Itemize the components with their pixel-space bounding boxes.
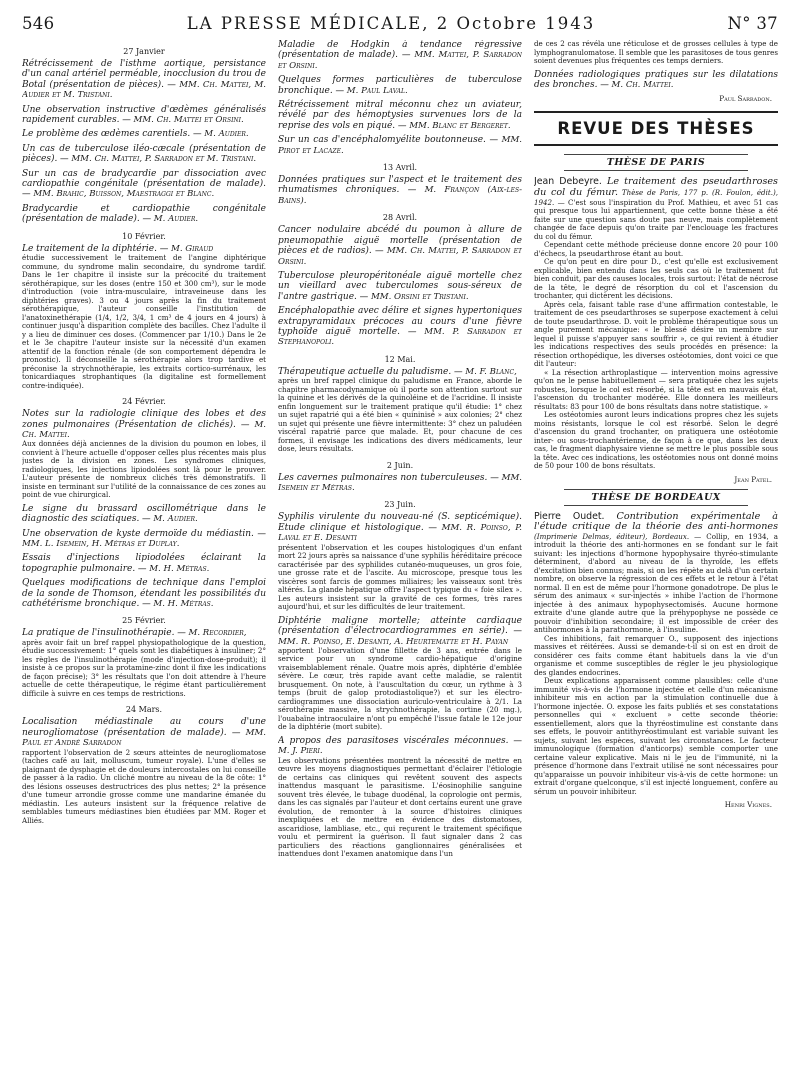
thesis-reference: Thèse de Paris, 177 p. (R. Foulon, édit.), 1942.: [534, 187, 778, 207]
communication: [278, 367, 522, 454]
author-signature: Jean Patel.: [734, 474, 772, 484]
communication-body: rapportent l'observation de 2 sœurs atteintes de neurogliomatose (taches café au lait, molluscum, tumeur royale). L'une d'elles se plaignant de dysphagie et de douleurs intercostales on lui conseille de passer à la radio. Un cliché montre au niveau de la 8e côte: 1° des lésions osseuses destructrices des plus nettes; 2° la présence d'une tumeur arrondie grosse comme une mandarine émanée du médiastin. Les auteurs insistent sur la fréquence relative de semblables tumeurs médiastines bien étudiées par MM. Roger et Alliés.: [22, 747, 266, 825]
communication: [22, 144, 266, 165]
issue-number: N° 37: [727, 14, 778, 33]
communication: [278, 736, 522, 859]
communication: [278, 100, 522, 131]
author-signature: Henri Vignes.: [724, 800, 772, 810]
communication-body: Aux données déjà anciennes de la division du poumon en lobes, il convient à l'heure actuelle d'opposer celles plus récentes mais plus justes de la division en zones. Les syndromes cliniques, radiologiques, les injections lipiodolées sont là pour le prouver. L'auteur présente de nombreux clichés très démonstratifs. Il insiste en terminant sur l'utilité de la connaissance de ces zones au point de vue chirurgical.: [22, 439, 266, 500]
communication-title: Diphtérie maligne mortelle; atteinte cardiaque (présentation d'électrocardiogrammes en série). — MM. R. Poinso, E. Desanti, A. Heurtematte et H. Payan: [278, 615, 522, 647]
page-header: [22, 14, 778, 40]
communication-body: après avoir fait un bref rappel physiopathologique de la question, étudie successivement: 1° quels sont les diabétiques à insuliner; 2° les règles de l'insulinothérapie (mode d'injection-dose-produit); il insiste à ce propos sur la protamine-zinc dont il fixe les indications de façon précise); 3° les résultats que l'on doit attendre à l'heure actuelle de cette thérapeutique, le régime étant particulièrement difficile à suivre en ces temps de restrictions.: [22, 637, 266, 698]
communication-title: Sur un cas de bradycardie par dissociation avec cardiopathie congénitale (présentation de malade). — MM. Brahic, Buisson, Maestraggi et Blanc.: [22, 168, 266, 200]
thesis-section-heading: THÈSE DE PARIS: [564, 154, 748, 171]
communication: [278, 225, 522, 267]
communication: [22, 578, 266, 609]
communication-continuation: de ces 2 cas révéla une réticulose et de grosses cellules à type de lymphogranulomatose. Il semble que les parasitoses de tous genres soient devenues plus fréquentes ces temps derniers.: [534, 40, 778, 65]
communication: [278, 473, 522, 494]
communication: [278, 306, 522, 348]
communication: [22, 105, 266, 126]
session-date: 13 Avril.: [382, 163, 418, 173]
thesis-review: Pierre Oudet. Contribution expérimentale à l'étude critique de la théorie des anti-hormones (Imprimerie Delmas, éditeur), Bordeaux. — Collip, en 1934, a introduit la théorie des anti-hormones en se fondant sur le fait suivant: les injections d'hormone hypophysaire thyréo-stimulante déterminent, d'abord au niveau de la thyroïde, les effets d'excitation bien connus; mais, si on les répète au delà d'un certain nombre, on observe la régression de ces effets et le retour à l'état normal. Il en est de même pour l'hormone gonadotrope. De plus le sérum des animaux « sur-injectés » inhibe l'action de l'hormone injectée à des animaux hypophysectomisés. Aucune hormone extraite d'une glande autre que la préhypophyse ne possède ce pouvoir d'inhibition secondaire; il est impossible de créer des antihormones à la parathormone, à l'insuline. Ces inhibitions, fait remarquer O., supposent des injections massives et réitérées. Aussi se demande-t-il si on est en droit de considérer ces faits comme étant habituels dans la vie d'un organisme et comme susceptibles de régler le jeu physiologique des glandes endocrines. Deux explications apparaissent comme plausibles: celle d'une immunité vis-à-vis de l'hormone injectée et celle d'un mécanisme inhibiteur mis en action par la stimulation continuelle due à l'hormone injectée. O. expose les faits publiés et ses constatations personnelles qui « excluent » cette seconde théorie: essentiellement, alors que la thyréostimuline est constante dans ses effets, le pouvoir antithyréostimulant est variable suivant les sujets, suivant les espèces, suivant les circonstances. Le facteur immunologique (formation d'anticorps) semble comporter une certaine valeur explicative. Mais ni le jeu de l'immunité, ni la présence d'hormone dans l'extrait utilisé ne sont nécessaires pour qu'apparaisse un pouvoir inhibiteur vis-à-vis de cette hormone: un extrait d'organe quelconque, s'il est injecté longuement, confère au sérum un pouvoir inhibiteur.: [534, 510, 778, 796]
communication: [22, 244, 266, 390]
session-date: 10 Février.: [122, 231, 166, 241]
thesis-review: Jean Debeyre. Le traitement des pseudarthroses du col du fémur. Thèse de Paris, 177 p. (R. Foulon, édit.), 1942. — C'est sous l'inspiration du Prof. Mathieu, et avec 51 cas qui presque tous lui appartiennent, que cette bonne thèse a été faite sur une question sans doute pas neuve, mais complètement changée de face depuis qu'on traite par l'enclouage les fractures du col du fémur. Cependant cette méthode précieuse donne encore 20 pour 100 d'échecs, la pseudarthrose étant au bout. Ce qu'on peut en dire pour D., c'est qu'elle est exclusivement explicable, bien entendu dans les seuls cas où le traitement fut bien conduit, par des causes locales, trois surtout: l'état de nécrose de la tête, le degré de résorption du col et l'ascension du trochanter, qui dictèrent les décisions. Après cela, faisant table rase d'une affirmation contestable, le traitement de ces pseudarthroses se superpose exactement à celui de toute pseudarthrose. D. voit le problème thérapeutique sous un angle purement mécanique: « le blessé désire un membre sur lequel il puisse s'appuyer sans souffrir », ce qui revient à étudier les indications respectives des seuls procédés en présence: la résection orthopédique, les diverses ostéotomies, dont voici ce que dit l'auteur: « La résection arthroplastique — intervention moins agressive qu'on ne le pense habituellement — sera pratiquée chez les sujets robustes, lorsque le col est résorbé, si la tête est en mauvais état, l'ascension du trochanter modérée. Elle donnera les meilleurs résultats: 83 pour 100 de bons résultats dans notre statistique. » Les ostéotomies auront leurs indications propres chez les sujets moins résistants, lorsque le col est résorbé. Selon le degré d'ascension du grand trochanter, on pratiquera une ostéotomie inter- ou sous-trochantérienne, de façon à ce que, dans les deux cas, le fragment diaphysaire vienne se mettre le plus possible sous la tête. Avec ces indications, les ostéotomies nous ont donné moins de 50 pour 100 de bons résultats.: [534, 176, 778, 470]
communication: [278, 271, 522, 302]
communication-title: Cancer nodulaire abcédé du poumon à allure de pneumopathie aiguë mortelle (présentation de pièces et de radios). — MM. Ch. Mattei, P. Sarradon et Orsini.: [278, 225, 522, 267]
communication: [534, 70, 778, 91]
communication-title: Notes sur la radiologie clinique des lobes et des zones pulmonaires (Présentation de clichés). — M. Ch. Mattei.: [22, 409, 266, 440]
communication: [22, 169, 266, 200]
communication-title: Localisation médiastinale au cours d'une neurogliomatose (présentation de malade). — MM. Paul et André Sarradon: [22, 717, 266, 749]
communication-title: Tuberculose pleuropéritonéale aiguë mortelle chez un vieillard avec tuberculomes sous-séreux de l'antre gastrique. — MM. Orsini et Tristani.: [278, 270, 522, 302]
column-left: [22, 40, 266, 1075]
communication: [278, 512, 522, 611]
communication: [22, 553, 266, 574]
communication: [278, 616, 522, 732]
communication: [278, 135, 522, 156]
communication-title: Le problème des œdèmes carentiels. — M. Audier.: [22, 129, 249, 140]
communication: [22, 204, 266, 225]
communication-title: Le signe du brassard oscillométrique dans le diagnostic des sciatiques. — M. Audier.: [22, 503, 266, 525]
communication-title: Rétrécissement de l'isthme aortique, persistance d'un canal artériel perméable, inocclusion du trou de Botal (présentation de pièces). — MM. Ch. Mattei, M. Audier et M. Tristani.: [22, 59, 266, 101]
thesis-author: Pierre Oudet.: [534, 510, 605, 522]
communication-title: La pratique de l'insulinothérapie. — M. Recordier,: [22, 628, 247, 639]
communication-title: Maladie de Hodgkin à tendance régressive (présentation de malade). — MM. Mattei, P. Sarradon et Orsini.: [278, 40, 522, 71]
communication-title: Une observation instructive d'œdèmes généralisés rapidement curables. — MM. Ch. Mattei et Orsini.: [22, 104, 266, 126]
section-banner: REVUE DES THÈSES: [534, 111, 778, 146]
communication: [22, 628, 266, 698]
communication-title: Les cavernes pulmonaires non tuberculeuses. — MM. Isemein et Métras.: [278, 472, 522, 494]
communication: [22, 409, 266, 500]
communication-title: Bradycardie et cardiopathie congénitale (présentation de malade). — M. Audier.: [22, 203, 266, 225]
session-date: 23 Juin.: [384, 500, 416, 510]
page-number: 546: [22, 14, 55, 33]
journal-title: LA PRESSE MÉDICALE, 2 Octobre 1943: [186, 14, 596, 33]
communication-body: présentent l'observation et les coupes histologiques d'un enfant mort 22 jours après sa naissance d'une syphilis héréditaire précoce caractérisée par des syphilides cutanéo-muqueuses, un gros foie, une grosse rate et de l'ascite. Au microscope, presque tous les viscères sont farcis de gommes miliaires; les vaisseaux sont très altérés. La glande hépatique offre l'aspect typique du « foie silex ». Les auteurs insistent sur la gravité de ces formes, très rares aujourd'hui, et sur les difficultés de leur traitement.: [278, 542, 522, 612]
session-date: 27 Janvier: [123, 47, 165, 56]
communication-body: Les observations présentées montrent la nécessité de mettre en œuvre les moyens diagnostiques permettant d'éclairer l'étiologie de certains cas cliniques qui revêtent souvent des aspects inattendus masquant le parasitisme. L'éosinophilie sanguine souvent très élevée, le tubage duodénal, la coprologie ont permis, dans les cas signalés par l'auteur et dont certains eurent une grave évolution, de remonter à la source d'histoires cliniques inexpliquées et de mettre en évidence des distomatoses, ascaridiose, lambliase, etc., qui reçurent le traitement spécifique voulu et permirent la guérison. Il faut signaler dans 2 cas particuliers des réactions ganglionnaires généralisées et inattendues dont l'examen anatomique dans l'un: [278, 755, 522, 859]
session-date: 28 Avril.: [382, 213, 418, 223]
communication-title: Quelques modifications de technique dans l'emploi de la sonde de Thomson, étendant les possibilités du cathétérisme bronchique. — M. H. Métras.: [22, 578, 266, 610]
session-date: 24 Février.: [122, 397, 166, 407]
thesis-section-heading: THÈSE DE BORDEAUX: [564, 489, 748, 506]
communication-title: Thérapeutique actuelle du paludisme. — M. F. Blanc,: [278, 366, 517, 377]
session-date: 24 Mars.: [125, 705, 163, 715]
communication: [278, 175, 522, 206]
communication: [278, 40, 522, 71]
communication-title: Quelques formes particulières de tuberculose bronchique. — M. Paul Laval.: [278, 75, 522, 96]
column-right: [534, 40, 778, 1075]
thesis-title: Le traitement des pseudarthroses du col du fémur.: [534, 176, 778, 198]
communication-title: Syphilis virulente du nouveau-né (S. septicémique). Etude clinique et histologique. — MM. R. Poinso, P. Laval et E. Desanti: [278, 512, 522, 544]
thesis-title: Contribution expérimentale à l'étude critique de la théorie des anti-hormones: [534, 510, 778, 533]
communication-title: Une observation de kyste dermoïde du médiastin. — MM. L. Isemein, H. Métras et Duplay.: [22, 528, 266, 550]
communication-body: apportent l'observation d'une fillette de 3 ans, entrée dans le service pour un syndrome cardio-hépatique d'origine vraisemblablement rénale. Quatre mois après, diphtérie d'emblée sévère. Le cœur, très rapide avant cette maladie, se ralentit brusquement. On note, à l'auscultation du cœur, un rythme à 3 temps (bruit de galop protodiastolique?) et sur les électro-cardiogrammes une dissociation auriculo-ventriculaire à 2/1. La sérothérapie massive, la strychnothérapie, la cortine (20 mg.), l'ouabaïne intraoculaire n'ont pu empêché l'issue fatale le 12e jour de la diphtérie (mort subite).: [278, 645, 522, 732]
communication: [22, 59, 266, 101]
communication: [278, 75, 522, 96]
session-date: 2 Juin.: [386, 460, 414, 470]
communication: [22, 504, 266, 525]
session-date: 12 Mai.: [384, 354, 416, 364]
communication-title: Un cas de tuberculose iléo-cæcale (présentation de pièces). — MM. Ch. Mattei, P. Sarradon et M. Tristani.: [22, 143, 266, 165]
communication: [22, 529, 266, 550]
communication: [22, 717, 266, 825]
author-signature: Paul Sarradon.: [719, 94, 772, 104]
communication-title: A propos des parasitoses viscérales méconnues. — M. J. Pieri.: [278, 735, 522, 757]
communication-title: Rétrécissement mitral méconnu chez un aviateur, révélé par des hémoptysies survenues lors de la reprise des vols en piqué. — MM. Blanc et Bergeret.: [278, 100, 522, 131]
communication-body: après un bref rappel clinique du paludisme en France, aborde le chapitre pharmacodynamique où il porte son attention surtout sur la quinine et les dérivés de la quinoléine et de l'acridine. Il insiste enfin longuement sur le traitement pratique qu'il étudie: 1° chez un sujet rapatrié qui a été bien « quininisé » aux colonies; 2° chez un sujet qui présente une fièvre intermittente: 3° chez un paludéen viscéral rapatrié parce que malade. Et, pour chacune de ces formes, il envisage les indications des divers médicaments, leur dose, leurs résultats.: [278, 376, 522, 454]
communication-body: étudie successivement le traitement de l'angine diphtérique commune, du syndrome malin secondaire, du syndrome tardif. Dans le 1er chapitre il insiste sur la précocité du traitement sérothérapique, sur les doses (entre 150 et 300 cm³), sur le mode d'introduction (voie intra-musculaire, intraveineuse dans les diphtéries graves). 3 ou 4 jours après la fin du traitement sérothérapique, l'auteur conseille l'institution de l'anatoxinethérapie (1/4, 1/2, 3/4, 1 cm³ de 4 jours en 4 jours) à continuer jusqu'à disparition complète des bacilles. Chez l'adulte il y a lieu de diminuer ces doses. (Commencer par 1/10.) Dans le 2e et le 3e chapitre l'auteur insiste sur la nécessité d'un examen attentif de la fonction rénale (de son comportement dépendra le pronostic). Il déconseille la sérothérapie alors trop tardive et préconise la strychnothérapie, les extraits cortico-surrénaux, les tonicardiaques strophantiques (la digitaline est formellement contre-indiquée).: [22, 253, 266, 390]
communication: [22, 129, 266, 139]
communication-title: Encéphalopathie avec délire et signes hypertoniques extrapyramidaux précoces au cours d'une fièvre typhoïde aiguë mortelle. — MM. P. Sarradon et Stephanopoli.: [278, 306, 522, 348]
communication-title: Essais d'injections lipiodolées éclairant la topographie pulmonaire. — M. H. Métras.: [22, 553, 266, 574]
communication-title: Sur un cas d'encéphalomyélite boutonneuse. — MM. Pirot et Lacaze.: [278, 135, 522, 156]
communication-title: Données radiologiques pratiques sur les dilatations des bronches. — M. Ch. Mattei.: [534, 69, 778, 90]
communication-title: Le traitement de la diphtérie. — M. Giraud: [22, 243, 214, 254]
column-middle: [278, 40, 522, 1075]
thesis-author: Jean Debeyre.: [534, 176, 602, 188]
communication-title: Données pratiques sur l'aspect et le traitement des rhumatismes chroniques. — M. Françon (Aix-les-Bains).: [278, 175, 522, 206]
session-date: 25 Février.: [122, 616, 166, 626]
thesis-reference: (Imprimerie Delmas, éditeur), Bordeaux.: [534, 531, 690, 541]
